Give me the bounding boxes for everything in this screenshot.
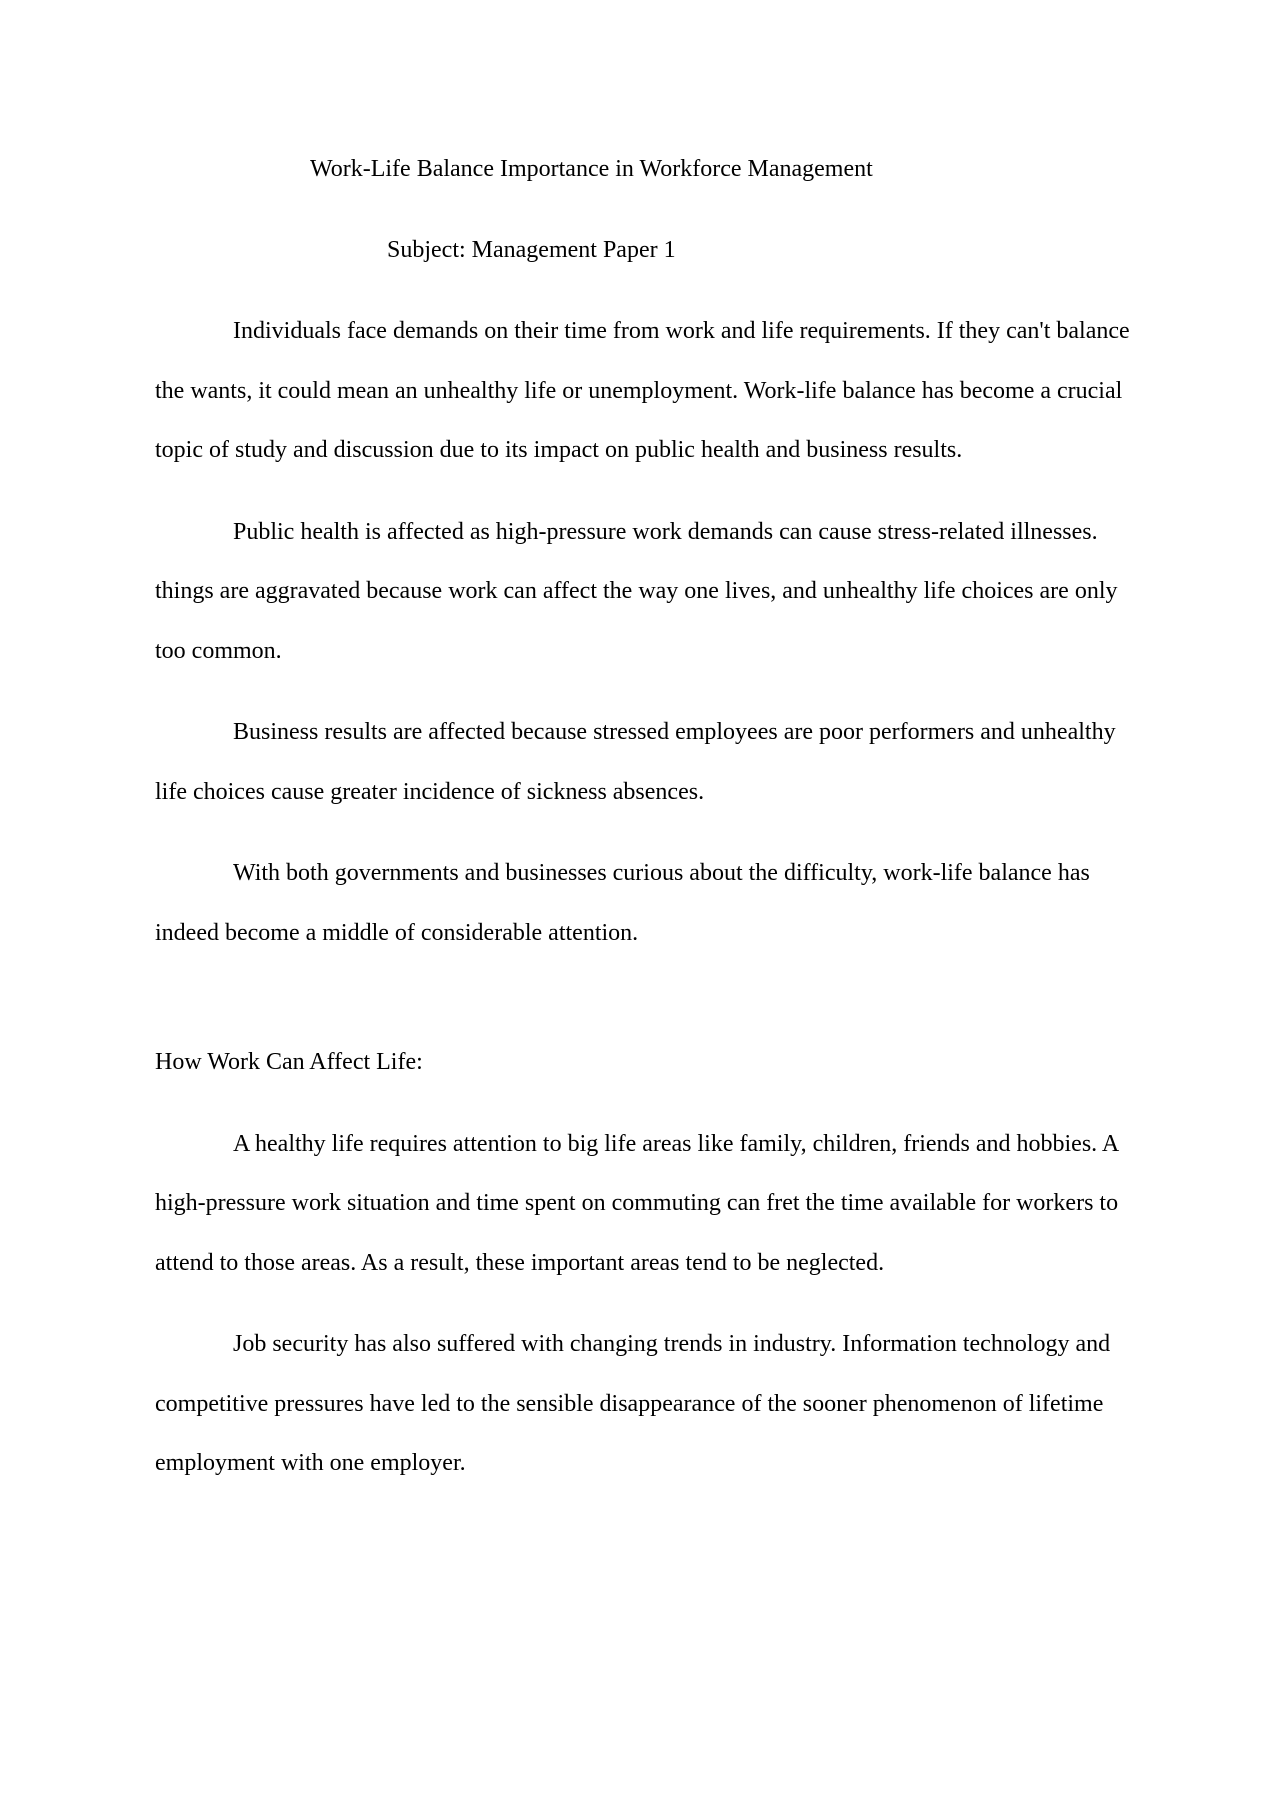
section-heading: How Work Can Affect Life: (155, 1049, 423, 1075)
document-subject: Subject: Management Paper 1 (387, 237, 676, 263)
paragraph-intro-4: With both governments and businesses curious about the difficulty, work-life balance has indeed become a middle of considerable attention. (155, 860, 1090, 946)
paragraph-section-1: A healthy life requires attention to big life areas like family, children, friends and hobbies. A high-pressure work situation and time spent on commuting can fret the time available for workers to attend to those areas. As a result, these important areas tend to be neglected. (155, 1130, 1119, 1276)
document-body (155, 302, 1130, 1516)
paragraph-intro-1: Individuals face demands on their time from work and life requirements. If they can't balance the wants, it could mean an unhealthy life or unemployment. Work-life balance has become a crucial topic of study and discussion due to its impact on public health and business results. (155, 318, 1130, 463)
paragraph-intro-3: Business results are affected because stressed employees are poor performers and unhealthy life choices cause greater incidence of sickness absences. (155, 719, 1116, 805)
document-title: Work-Life Balance Importance in Workforce Management (310, 156, 873, 182)
paragraph-intro-2: Public health is affected as high-pressure work demands can cause stress-related illnesses. things are aggravated because work can affect the way one lives, and unhealthy life choices are only too common. (155, 518, 1118, 664)
paragraph-section-2: Job security has also suffered with changing trends in industry. Information technology and competitive pressures have led to the sensible disappearance of the sooner phenomenon of lifetime employment with one employer. (155, 1331, 1111, 1476)
